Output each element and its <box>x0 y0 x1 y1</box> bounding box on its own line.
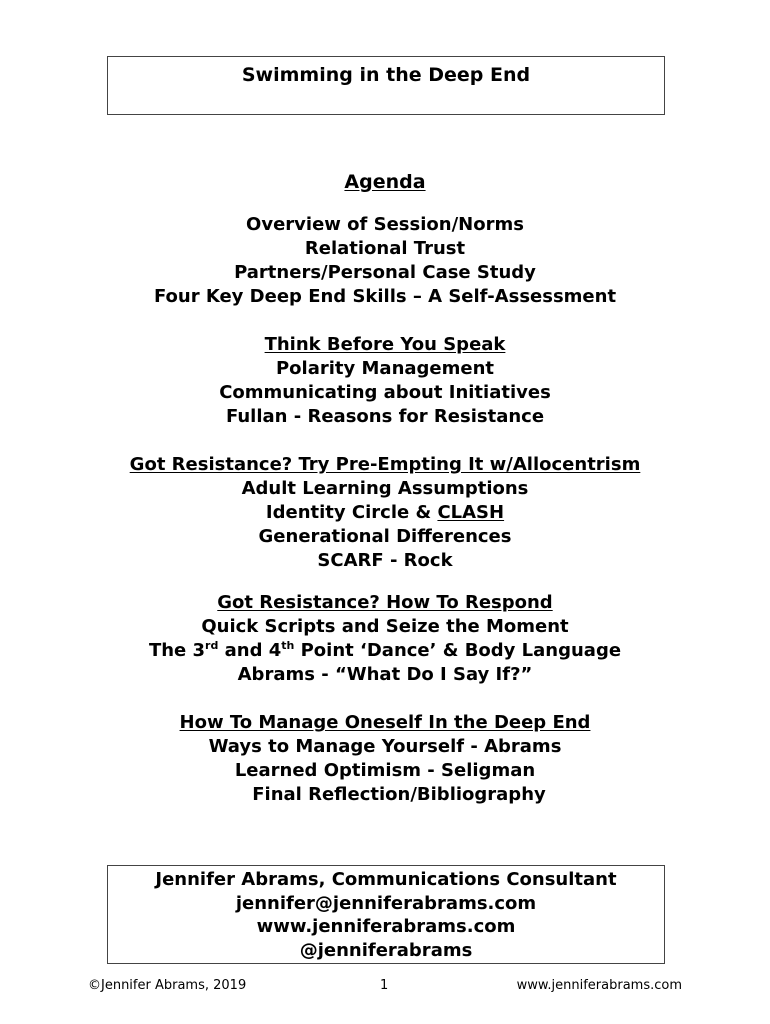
dance-sup-th: th <box>281 639 295 652</box>
dance-text-2: and 4 <box>218 640 282 661</box>
footer-page-number: 1 <box>380 978 389 993</box>
section-heading-respond: Got Resistance? How To Respond <box>217 592 553 613</box>
agenda-item: Communicating about Initiatives <box>219 382 551 403</box>
footer-copyright: ©Jennifer Abrams, 2019 <box>88 978 247 993</box>
agenda-item: Partners/Personal Case Study <box>234 262 536 283</box>
identity-text: Identity Circle & <box>265 502 438 523</box>
agenda-item: Polarity Management <box>275 358 495 379</box>
section-heading-manage: How To Manage Oneself In the Deep End <box>179 712 591 733</box>
document-title: Swimming in the Deep End <box>241 64 531 86</box>
agenda-item-dance <box>0 639 770 663</box>
section-heading-think: Think Before You Speak <box>264 334 506 355</box>
agenda-item: Abrams - “What Do I Say If?” <box>237 664 533 685</box>
agenda-item: Four Key Deep End Skills – A Self-Assessment <box>153 286 617 307</box>
contact-email: jennifer@jenniferabrams.com <box>235 892 537 914</box>
agenda-item: Overview of Session/Norms <box>246 214 524 235</box>
agenda-item-identity <box>0 501 770 525</box>
agenda-item: Quick Scripts and Seize the Moment <box>201 616 569 637</box>
agenda-item: SCARF - Rock <box>317 550 453 571</box>
agenda-item: Relational Trust <box>304 238 466 259</box>
dance-sup-rd: rd <box>205 639 219 652</box>
agenda-heading: Agenda <box>344 171 426 193</box>
agenda-item: Ways to Manage Yourself - Abrams <box>208 736 562 757</box>
contact-box <box>107 865 665 964</box>
clash-link: CLASH <box>437 502 505 523</box>
agenda-item: Generational Differences <box>258 526 512 547</box>
section-heading-preempt: Got Resistance? Try Pre-Empting It w/Allocentrism <box>129 454 641 475</box>
contact-handle: @jenniferabrams <box>299 939 473 961</box>
agenda-item: Final Reflection/Bibliography <box>252 784 546 805</box>
footer-website: www.jenniferabrams.com <box>516 978 682 993</box>
agenda-item: Adult Learning Assumptions <box>241 478 529 499</box>
dance-text-1: The 3 <box>148 640 206 661</box>
contact-name: Jennifer Abrams, Communications Consultant <box>155 869 617 890</box>
dance-text-3: Point ‘Dance’ & Body Language <box>294 640 622 661</box>
title-box <box>107 56 665 115</box>
contact-website: www.jenniferabrams.com <box>256 916 516 937</box>
agenda-item: Fullan - Reasons for Resistance <box>225 406 545 427</box>
agenda-item: Learned Optimism - Seligman <box>234 760 536 781</box>
